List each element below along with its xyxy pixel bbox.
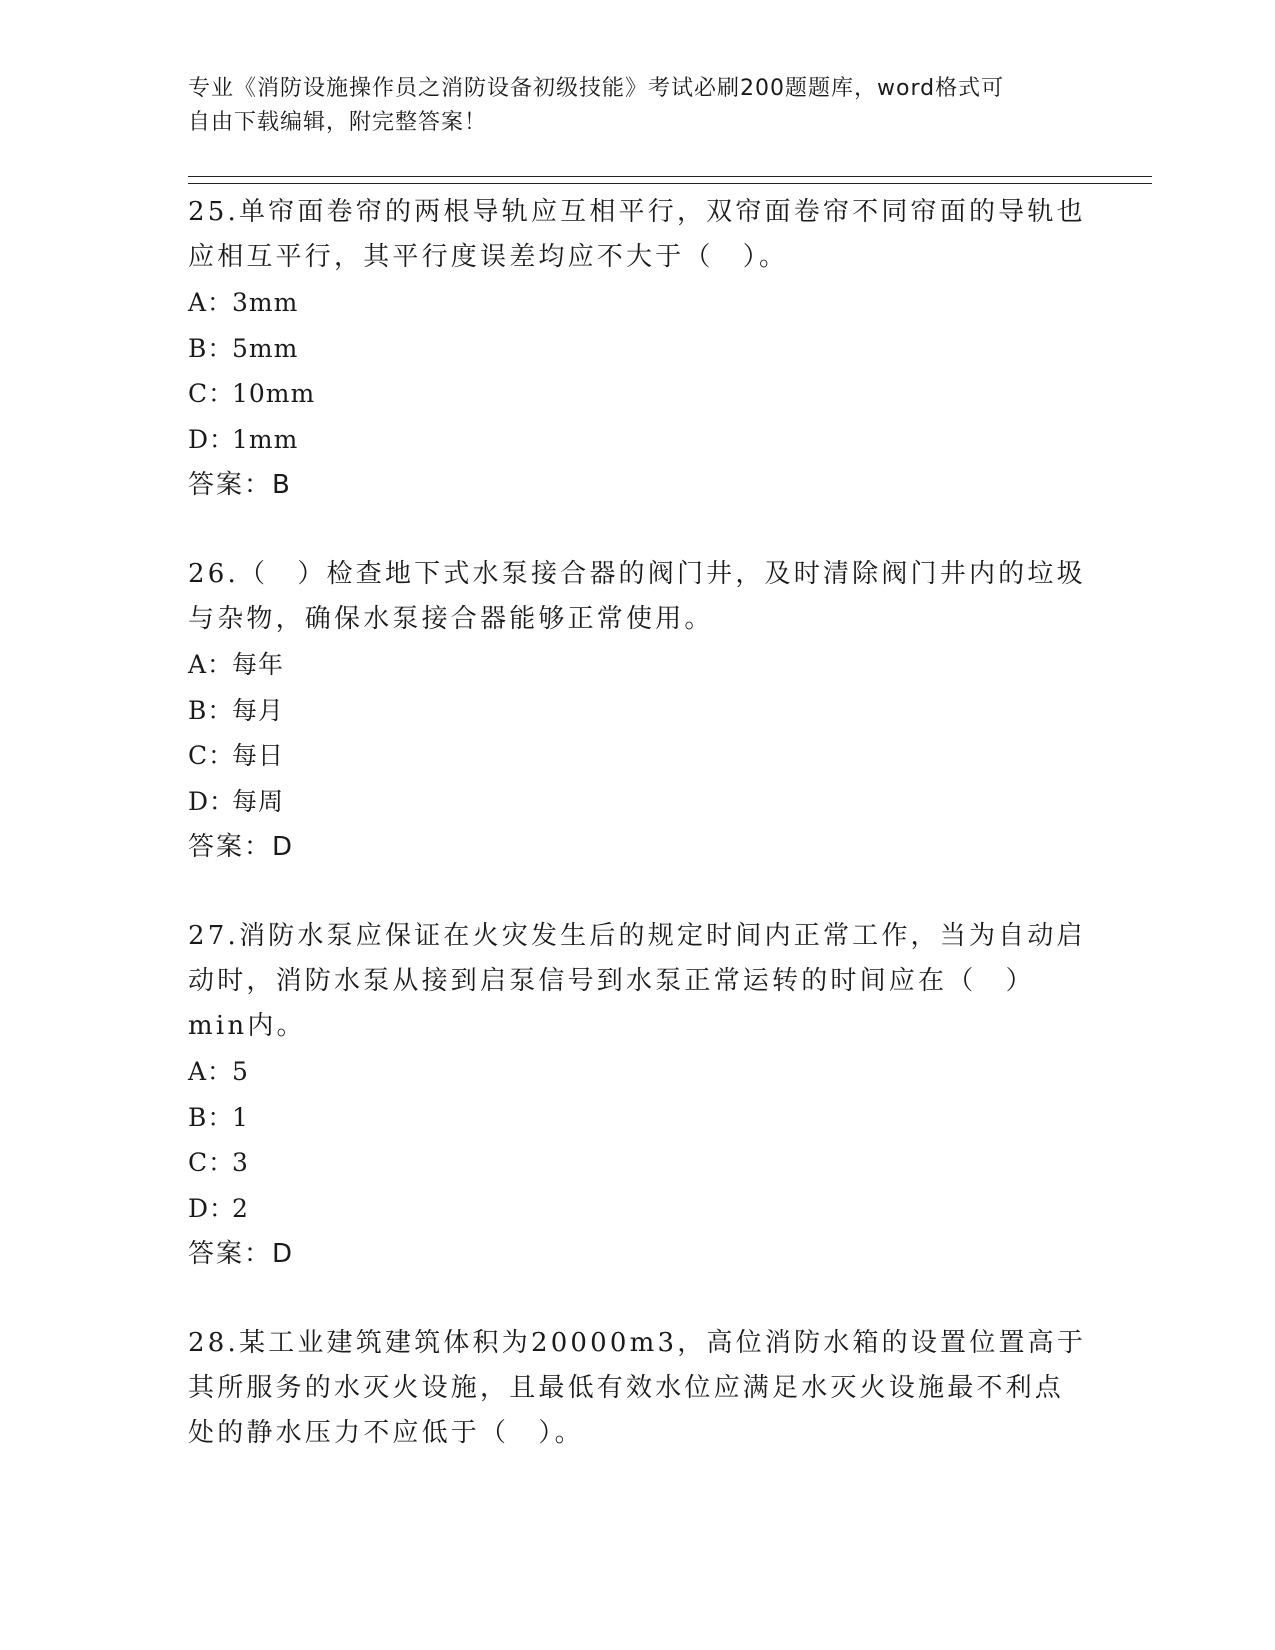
option-key: D：	[188, 1193, 236, 1223]
option-key: A：	[188, 650, 234, 679]
option-text: 1	[232, 1102, 249, 1132]
question-stem: 25.单帘面卷帘的两根导轨应互相平行，双帘面卷帘不同帘面的导轨也应相互平行，其平行度误差均应不大于（ ）。	[188, 197, 1086, 272]
option-text: 5	[232, 1057, 249, 1086]
option-key: C：	[188, 379, 235, 408]
question-28	[188, 1321, 1088, 1456]
header-line-1: 专业《消防设施操作员之消防设备初级技能》考试必刷200题题库，word格式可	[188, 76, 1005, 101]
option-c	[188, 371, 1088, 417]
option-text: 3mm	[232, 288, 299, 317]
answer: 答案：D	[188, 1239, 295, 1269]
header-divider-top	[188, 176, 1152, 177]
answer: 答案：B	[188, 470, 292, 500]
question-25	[188, 190, 1088, 508]
option-d	[188, 1186, 1088, 1232]
option-text: 每日	[232, 741, 285, 770]
question-stem: 27.消防水泵应保证在火灾发生后的规定时间内正常工作，当为自动启动时，消防水泵从接到启泵信号到水泵正常运转的时间应在（ ）min内。	[188, 921, 1086, 1041]
option-c	[188, 1140, 1088, 1186]
option-b	[188, 1095, 1088, 1141]
option-text: 3	[232, 1148, 249, 1177]
header-line-2: 自由下载编辑，附完整答案！	[188, 110, 488, 135]
option-a	[188, 1049, 1088, 1095]
question-26	[188, 552, 1088, 870]
option-key: D：	[188, 424, 236, 454]
option-b	[188, 326, 1088, 372]
option-b	[188, 688, 1088, 734]
question-27	[188, 914, 1088, 1277]
option-d	[188, 779, 1088, 825]
option-key: A：	[188, 288, 234, 317]
option-key: A：	[188, 1057, 234, 1086]
option-key: B：	[188, 695, 234, 725]
option-c	[188, 733, 1088, 779]
option-text: 5mm	[232, 333, 299, 363]
question-stem: 26.（ ）检查地下式水泵接合器的阀门井，及时清除阀门井内的垃圾与杂物，确保水泵接合器能够正常使用。	[188, 559, 1086, 634]
answer: 答案：D	[188, 832, 295, 862]
option-a	[188, 280, 1088, 326]
option-text: 2	[232, 1193, 249, 1223]
option-key: B：	[188, 333, 234, 363]
option-key: B：	[188, 1102, 234, 1132]
option-d	[188, 417, 1088, 463]
option-text: 每周	[232, 786, 285, 816]
option-text: 每年	[232, 650, 285, 679]
option-key: D：	[188, 786, 236, 816]
document-header	[188, 72, 1088, 140]
header-divider-bottom	[188, 183, 1152, 184]
option-key: C：	[188, 741, 235, 770]
option-a	[188, 642, 1088, 688]
option-text: 1mm	[232, 424, 299, 454]
option-text: 10mm	[232, 379, 316, 408]
option-text: 每月	[232, 695, 285, 725]
question-list	[188, 190, 1088, 1500]
option-key: C：	[188, 1148, 235, 1177]
question-stem: 28.某工业建筑建筑体积为20000m3，高位消防水箱的设置位置高于其所服务的水灭火设施，且最低有效水位应满足水灭火设施最不利点处的静水压力不应低于（ ）。	[188, 1328, 1087, 1448]
